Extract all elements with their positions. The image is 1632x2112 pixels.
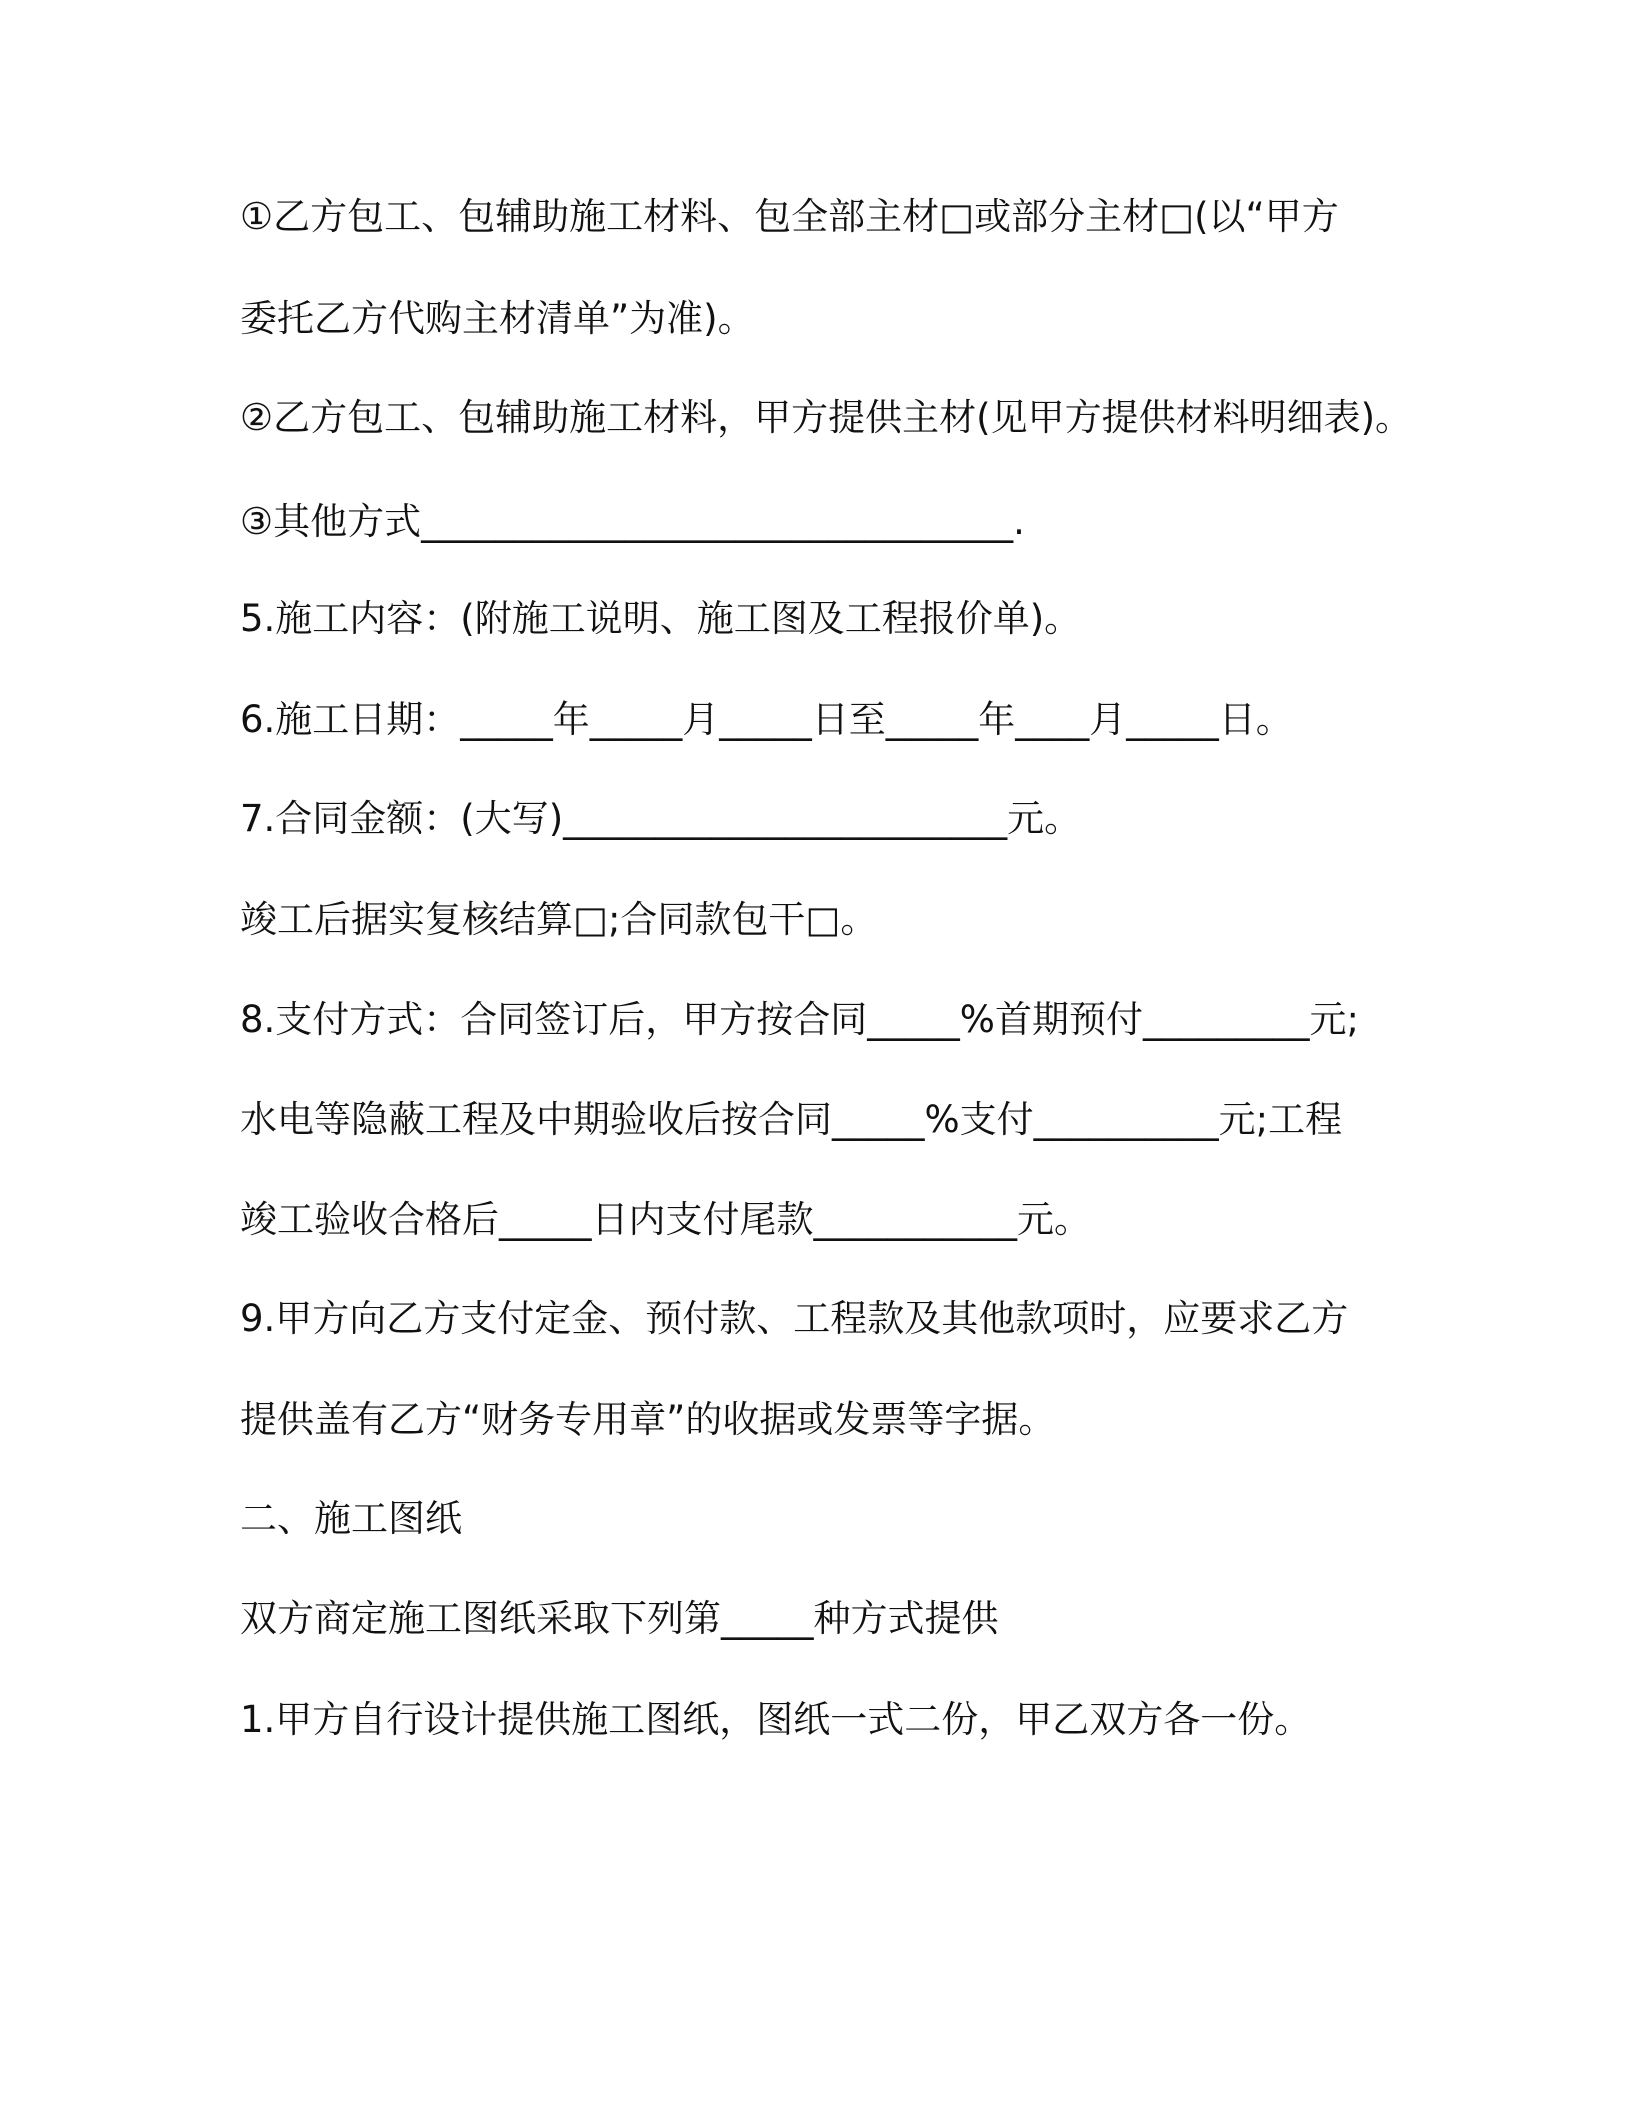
clause-receipt-line-2: 提供盖有乙方“财务专用章”的收据或发票等字据。: [240, 1398, 1056, 1441]
clause-contract-amount: 7.合同金额：(大写)________________________元。: [240, 797, 1082, 840]
section-heading-drawings: 二、施工图纸: [240, 1497, 462, 1540]
settlement-options: 竣工后据实复核结算□;合同款包干□。: [240, 898, 878, 941]
drawings-option-1: 1.甲方自行设计提供施工图纸，图纸一式二份，甲乙双方各一份。: [240, 1698, 1312, 1741]
clause-option-3: ③其他方式________________________________.: [240, 500, 1025, 543]
clause-payment-line-3: 竣工验收合格后_____日内支付尾款___________元。: [240, 1198, 1091, 1241]
clause-payment-line-2: 水电等隐蔽工程及中期验收后按合同_____%支付__________元;工程: [240, 1098, 1343, 1141]
clause-construction-content: 5.施工内容：(附施工说明、施工图及工程报价单)。: [240, 597, 1082, 640]
clause-option-2: ②乙方包工、包辅助施工材料，甲方提供主材(见甲方提供材料明细表)。: [240, 396, 1413, 439]
clause-payment-line-1: 8.支付方式：合同签订后，甲方按合同_____%首期预付_________元;: [240, 998, 1359, 1041]
clause-construction-dates: 6.施工日期：_____年_____月_____日至_____年____月_____日。: [240, 698, 1293, 741]
clause-receipt-line-1: 9.甲方向乙方支付定金、预付款、工程款及其他款项时，应要求乙方: [240, 1297, 1349, 1340]
clause-option-1-line-1: ①乙方包工、包辅助施工材料、包全部主材□或部分主材□(以“甲方: [240, 195, 1339, 238]
clause-option-1-line-2: 委托乙方代购主材清单”为准)。: [240, 297, 755, 340]
drawings-method-line: 双方商定施工图纸采取下列第_____种方式提供: [240, 1597, 999, 1640]
